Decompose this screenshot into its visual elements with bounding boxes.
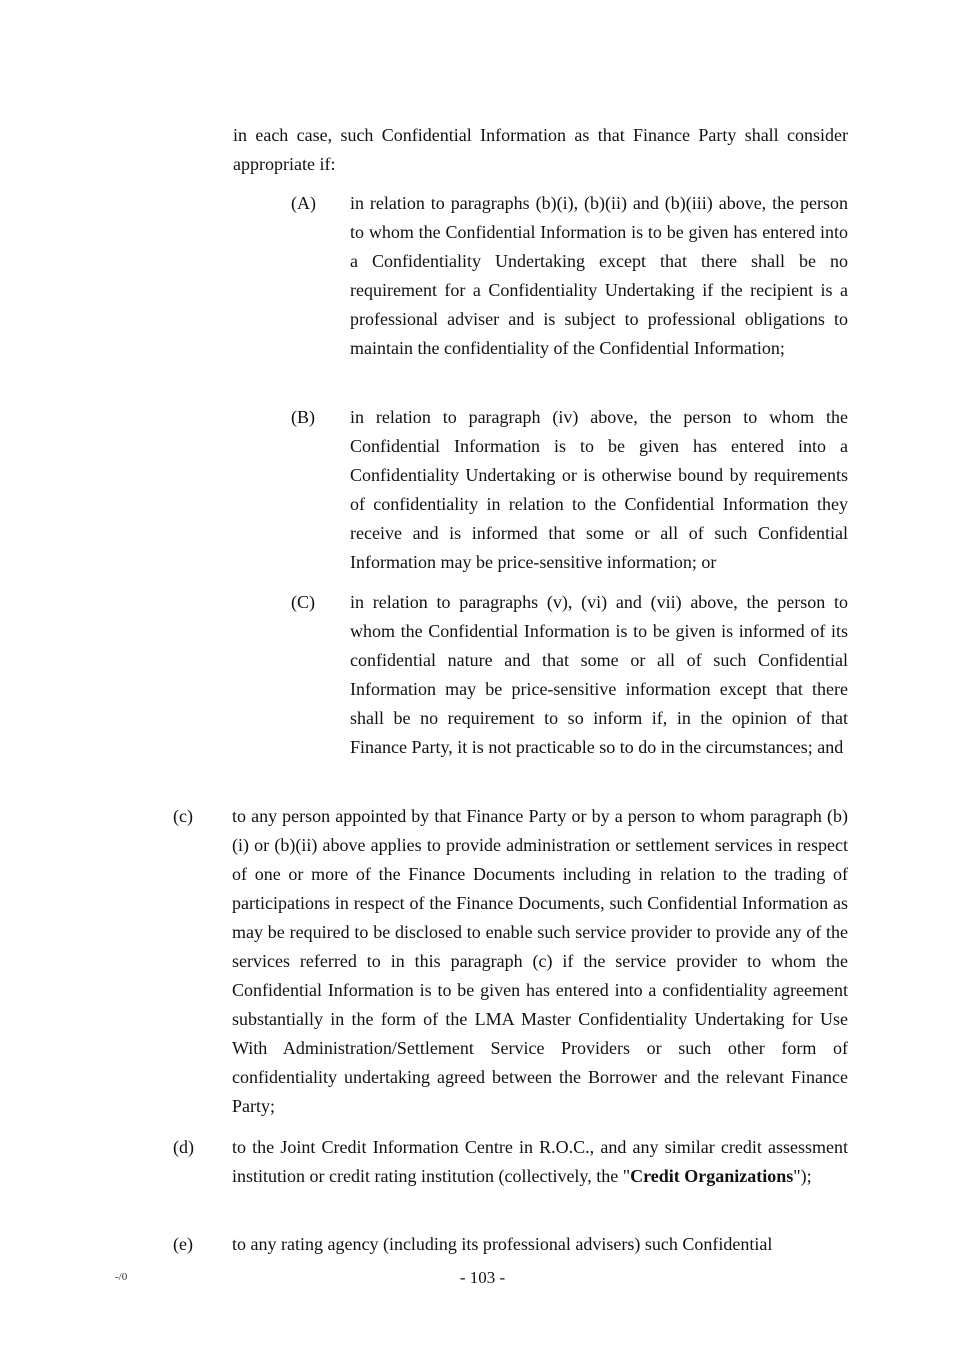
sub-item-text: in relation to paragraph (iv) above, the person to whom the Confidential Information is to be given has entered into a Confidentiality Undertaking or is otherwise bound by requirements of confidentiality in relation to the Confidential Information they receive and is informed that some or all of such Confidential Information may be price-sensitive information; or bbox=[350, 407, 848, 572]
list-item-label: (e) bbox=[173, 1234, 193, 1254]
sub-item-label: (C) bbox=[291, 592, 315, 612]
defined-term: Credit Organizations bbox=[630, 1166, 794, 1186]
list-item-text bbox=[232, 1133, 848, 1191]
sub-item-text: in relation to paragraphs (b)(i), (b)(ii) and (b)(iii) above, the person to whom the Confidential Information is to be given has entered into a Confidentiality Undertaking except that there shall be no requirement for a Confidentiality Undertaking if the recipient is a professional adviser and is subject to professional obligations to maintain the confidentiality of the Confidential Information; bbox=[350, 193, 848, 358]
list-item-label: (c) bbox=[173, 806, 193, 826]
intro-paragraph: in each case, such Confidential Information as that Finance Party shall consider appropriate if: bbox=[233, 125, 848, 174]
sub-item-label: (B) bbox=[291, 407, 315, 427]
text-before: to the Joint Credit Information Centre in R.O.C., and any similar credit assessment institution or credit rating institution (collectively, the " bbox=[232, 1137, 848, 1186]
list-item-label: (d) bbox=[173, 1137, 194, 1157]
footer-reference: -/0 bbox=[115, 1271, 128, 1283]
sub-item-label: (A) bbox=[291, 193, 316, 213]
list-item-text: to any person appointed by that Finance Party or by a person to whom paragraph (b)(i) or (b)(ii) above applies to provide administration or settlement services in respect of one or more of the Finance Documents including in relation to the trading of participations in respect of the Finance Documents, such Confidential Information as may be required to be disclosed to enable such service provider to provide any of the services referred to in this paragraph (c) if the service provider to whom the Confidential Information is to be given has entered into a confidentiality agreement substantially in the form of the LMA Master Confidentiality Undertaking for Use With Administration/Settlement Service Providers or such other form of confidentiality undertaking agreed between the Borrower and the relevant Finance Party; bbox=[232, 806, 848, 1116]
page-number: - 103 - bbox=[459, 1268, 506, 1287]
list-item-text: to any rating agency (including its professional advisers) such Confidential bbox=[232, 1234, 773, 1254]
text-after: "); bbox=[793, 1166, 812, 1186]
sub-item-text: in relation to paragraphs (v), (vi) and (vii) above, the person to whom the Confidential Information is to be given is informed of its confidential nature and that some or all of such Confidential Information may be price-sensitive information except that there shall be no requirement to so inform if, in the opinion of that Finance Party, it is not practicable so to do in the circumstances; and bbox=[350, 592, 848, 757]
